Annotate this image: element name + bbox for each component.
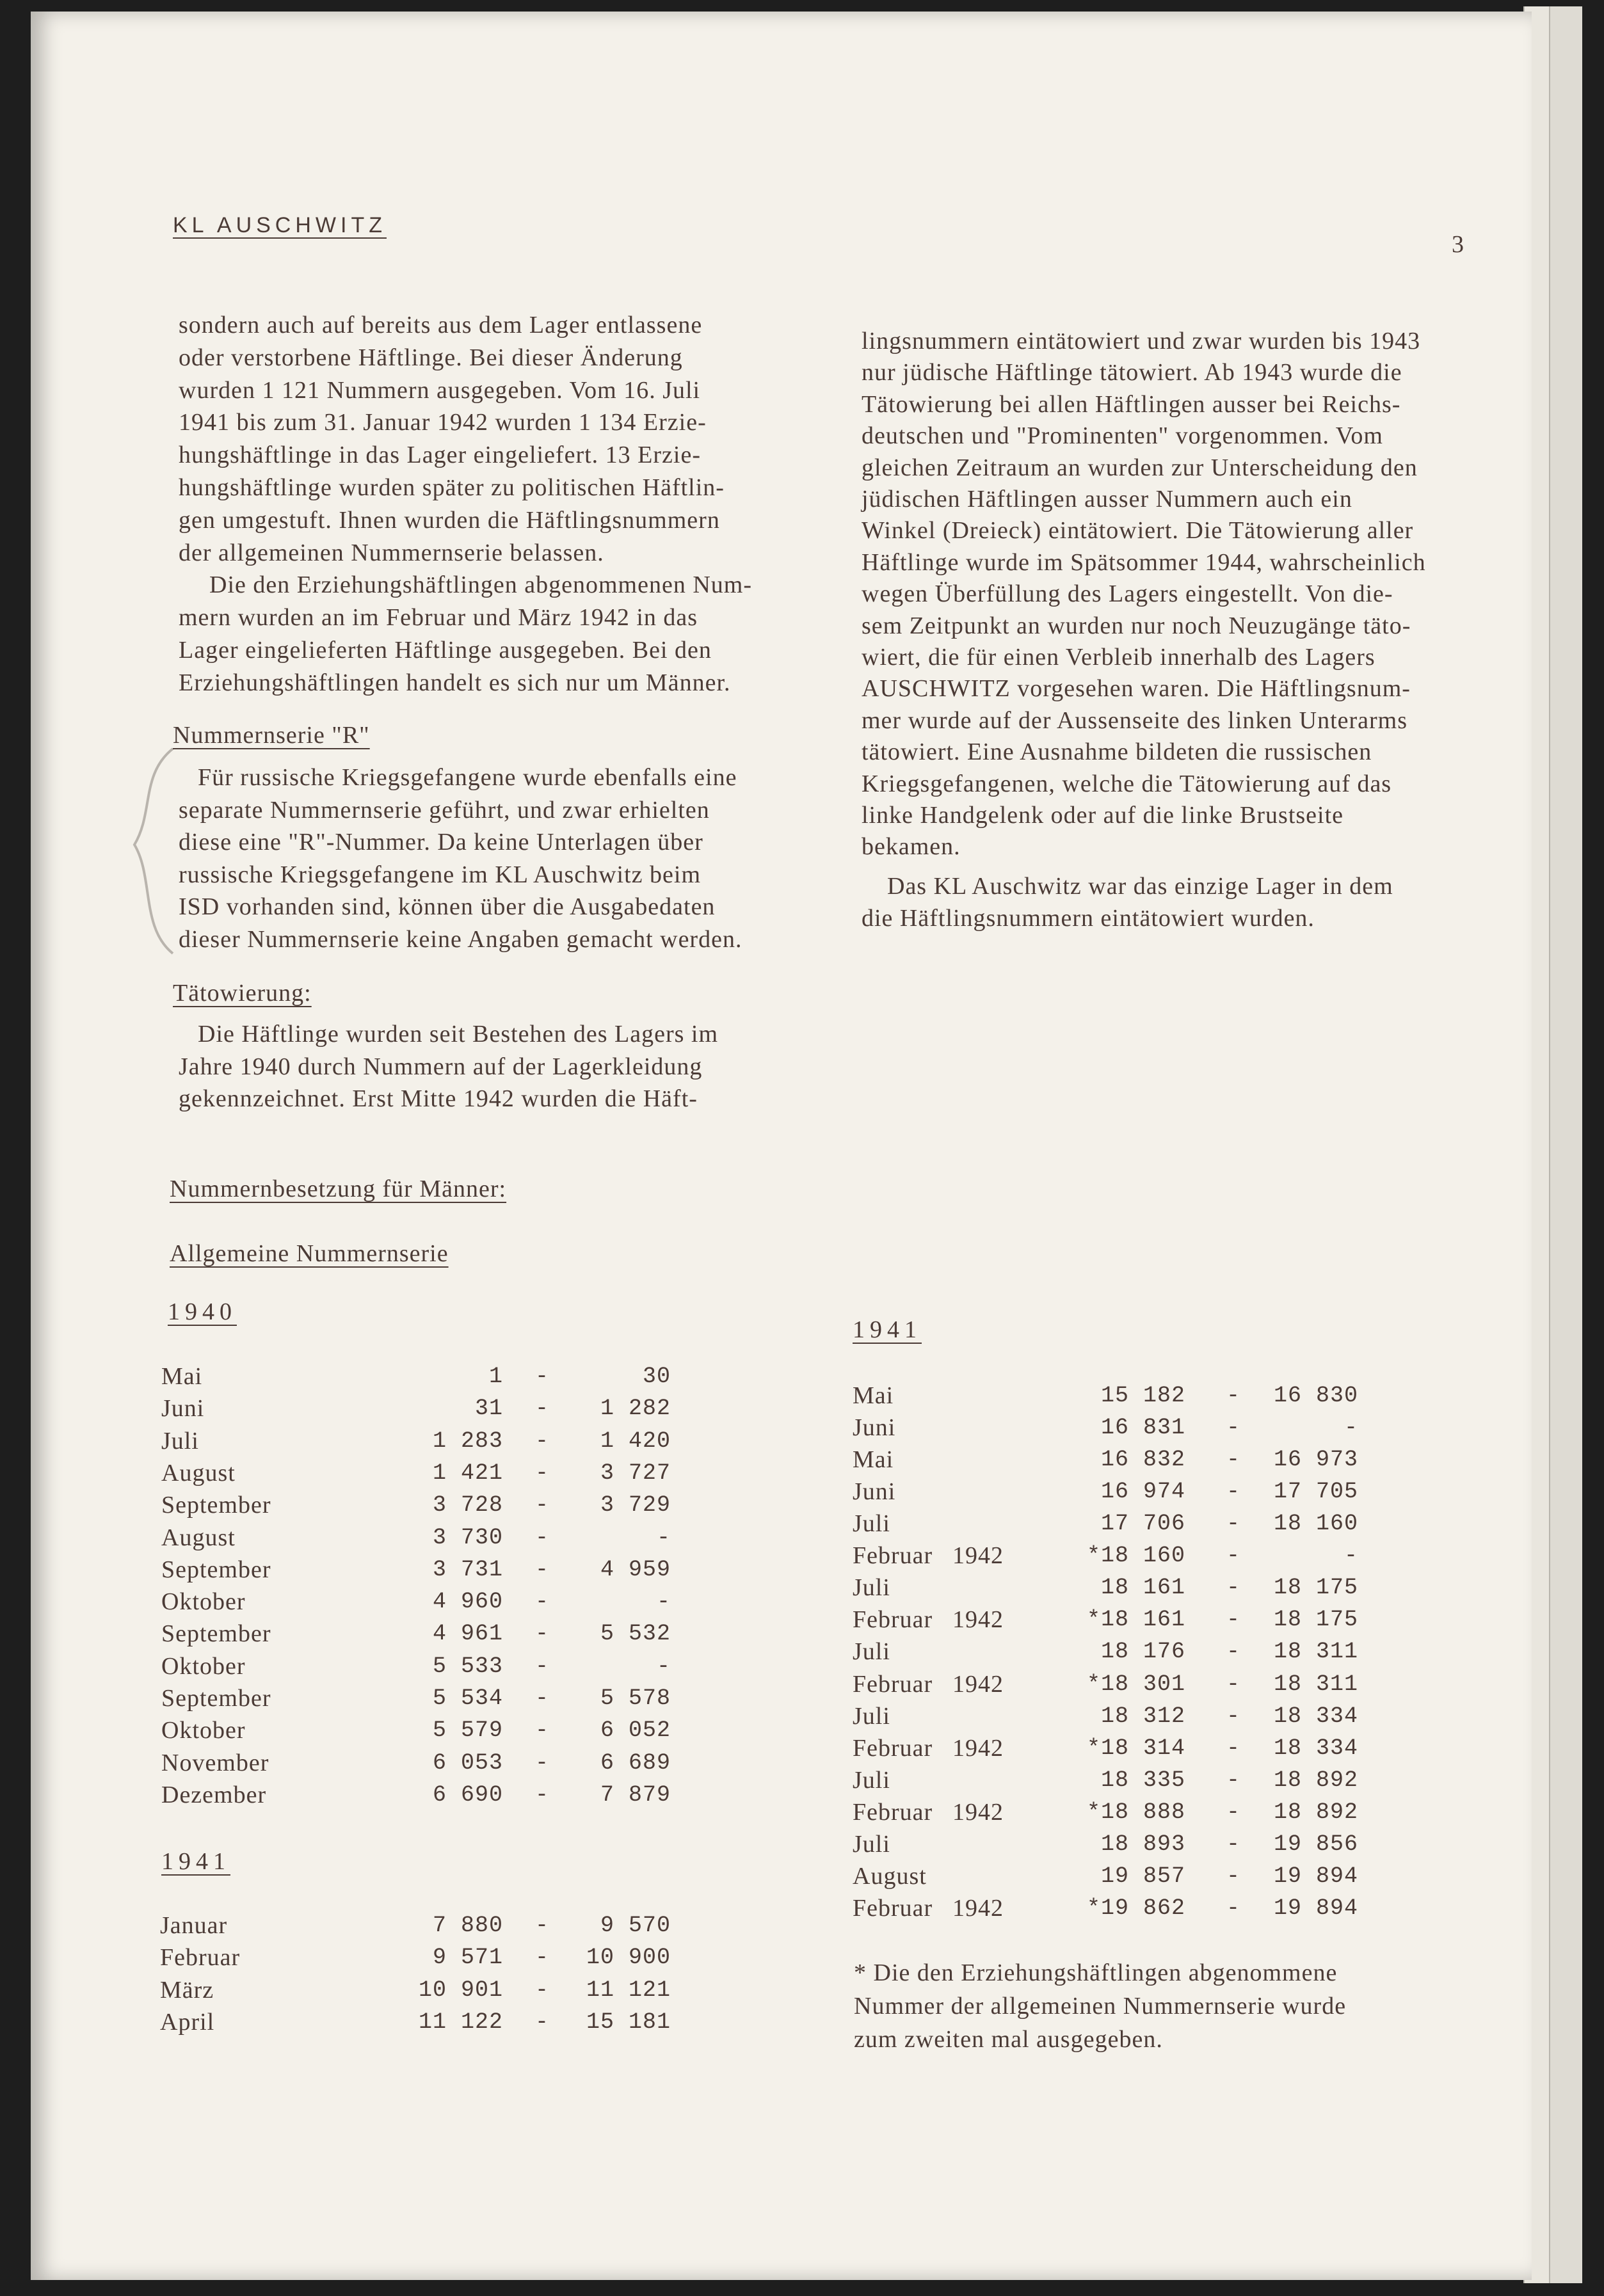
table-dash: -	[534, 1686, 549, 1711]
table-to: 9 570	[600, 1913, 671, 1938]
text-line: gleichen Zeitraum an wurden zur Unterscheidung den	[862, 454, 1418, 481]
text-line: der allgemeinen Nummernserie belassen.	[179, 539, 604, 566]
table-to: 30	[642, 1364, 671, 1389]
table-month: Januar	[160, 1912, 228, 1939]
table-dash: -	[1226, 1703, 1240, 1729]
table-from: *18 314	[1086, 1735, 1185, 1761]
text-line: Winkel (Dreieck) eintätowiert. Die Tätowierung aller	[862, 517, 1414, 545]
text-line: ISD vorhanden sind, können über die Ausgabedaten	[179, 893, 716, 921]
table-from: *18 301	[1086, 1671, 1185, 1697]
table-from: 6 053	[432, 1750, 503, 1776]
table-to: 6 052	[600, 1718, 671, 1744]
text-line: Die den Erziehungshäftlingen abgenommenen Num-	[209, 571, 752, 599]
table-year: 1942	[952, 1670, 1004, 1698]
table-month: November	[161, 1749, 269, 1776]
table-dash: -	[1226, 1575, 1240, 1601]
table-year: 1942	[952, 1734, 1004, 1762]
table-month: Februar	[853, 1894, 933, 1922]
table-dash: -	[534, 2009, 549, 2035]
table-to: -	[1343, 1415, 1358, 1441]
text-line: gekennzeichnet. Erst Mitte 1942 wurden die Häft-	[179, 1085, 698, 1113]
table-dash: -	[534, 1396, 549, 1422]
table-from: 31	[474, 1396, 503, 1422]
table-from: 18 161	[1100, 1575, 1185, 1601]
table-from: 5 579	[432, 1718, 503, 1744]
section-heading-men: Nummernbesetzung für Männer:	[170, 1176, 507, 1202]
page-number: 3	[1452, 231, 1464, 258]
table-dash: -	[1226, 1671, 1240, 1697]
text-line: linke Handgelenk oder auf die linke Brustseite	[862, 802, 1344, 829]
table-month: September	[161, 1556, 271, 1583]
table-from: 10 901	[418, 1977, 503, 2003]
table-month: Februar	[853, 1670, 933, 1698]
table-from: 16 974	[1100, 1479, 1185, 1505]
table-from: 1 283	[432, 1428, 503, 1454]
table-dash: -	[534, 1364, 549, 1389]
table-to: 7 879	[600, 1782, 671, 1808]
year-heading: 1940	[168, 1298, 237, 1325]
table-year: 1942	[952, 1542, 1004, 1570]
table-dash: -	[534, 1428, 549, 1454]
table-to: -	[656, 1524, 671, 1551]
table-from: *18 161	[1086, 1607, 1185, 1633]
text-line: jüdischen Häftlingen ausser Nummern auch ein	[862, 486, 1352, 513]
table-month: Oktober	[161, 1717, 246, 1744]
table-from: 1 421	[432, 1460, 503, 1486]
table-dash: -	[1226, 1735, 1240, 1761]
table-from: 6 690	[432, 1782, 503, 1808]
table-to: 18 160	[1273, 1511, 1358, 1537]
table-from: 5 534	[432, 1686, 503, 1711]
table-dash: -	[1226, 1895, 1240, 1921]
text-line: Nummer der allgemeinen Nummernserie wurde	[854, 1993, 1347, 2020]
table-from: 16 831	[1100, 1415, 1185, 1441]
table-dash: -	[534, 1782, 549, 1808]
text-line: wurden 1 121 Nummern ausgegeben. Vom 16. Juli	[179, 376, 701, 404]
table-dash: -	[1226, 1831, 1240, 1857]
table-dash: -	[1226, 1543, 1240, 1569]
table-dash: -	[534, 1460, 549, 1486]
table-from: 1	[488, 1364, 503, 1389]
table-month: September	[161, 1620, 271, 1648]
table-month: März	[160, 1976, 214, 2004]
text-line: lingsnummern eintätowiert und zwar wurden bis 1943	[862, 328, 1421, 355]
table-dash: -	[534, 1492, 549, 1519]
table-dash: -	[1226, 1863, 1240, 1889]
table-month: April	[160, 2008, 215, 2036]
text-line: deutschen und "Prominenten" vorgenommen. Vom	[862, 422, 1383, 450]
table-month: Juni	[853, 1478, 896, 1506]
table-from: 18 176	[1100, 1639, 1185, 1665]
table-to: 16 973	[1273, 1447, 1358, 1473]
table-dash: -	[534, 1653, 549, 1679]
table-month: Juli	[161, 1427, 199, 1455]
table-month: Juli	[853, 1702, 890, 1730]
table-month: Juli	[853, 1830, 890, 1858]
table-from: 3 731	[432, 1556, 503, 1582]
table-to: 15 181	[586, 2009, 671, 2035]
text-line: Jahre 1940 durch Nummern auf der Lagerkleidung	[179, 1053, 703, 1080]
table-year: 1942	[952, 1798, 1004, 1826]
table-month: Juli	[853, 1638, 890, 1666]
text-line: mern wurden an im Februar und März 1942 in das	[179, 604, 698, 632]
year-heading: 1941	[853, 1316, 922, 1343]
text-line: tätowiert. Eine Ausnahme bildeten die russischen	[862, 738, 1372, 766]
table-dash: -	[1226, 1511, 1240, 1537]
table-to: 19 894	[1273, 1895, 1358, 1921]
table-to: 1 282	[600, 1396, 671, 1422]
text-line: die Häftlingsnummern eintätowiert wurden.	[862, 905, 1315, 932]
page-stack-edge	[1549, 6, 1582, 2283]
table-to: 17 705	[1273, 1479, 1358, 1505]
table-month: Februar	[853, 1734, 933, 1762]
table-from: 5 533	[432, 1653, 503, 1679]
text-line: AUSCHWITZ vorgesehen waren. Die Häftlingsnum-	[862, 675, 1411, 703]
table-dash: -	[1226, 1447, 1240, 1473]
text-line: Tätowierung bei allen Häftlingen ausser bei Reichs-	[862, 390, 1401, 418]
table-to: 19 856	[1273, 1831, 1358, 1857]
table-from: 18 312	[1100, 1703, 1185, 1729]
text-line: 1941 bis zum 31. Januar 1942 wurden 1 134 Erzie-	[179, 409, 707, 436]
text-line: gen umgestuft. Ihnen wurden die Häftlingsnummern	[179, 506, 720, 534]
table-to: 5 578	[600, 1686, 671, 1711]
table-from: 15 182	[1100, 1383, 1185, 1408]
table-from: 7 880	[432, 1913, 503, 1938]
text-line: wegen Überfüllung des Lagers eingestellt. Von die-	[862, 580, 1393, 608]
table-to: 18 311	[1273, 1671, 1358, 1697]
table-month: September	[161, 1492, 271, 1519]
table-to: 18 311	[1273, 1639, 1358, 1665]
table-to: 5 532	[600, 1621, 671, 1647]
text-line: nur jüdische Häftlinge tätowiert. Ab 1943 wurde die	[862, 359, 1402, 387]
table-dash: -	[534, 1977, 549, 2003]
table-month: August	[853, 1862, 927, 1890]
table-month: Oktober	[161, 1588, 246, 1616]
text-line: oder verstorbene Häftlinge. Bei dieser Änderung	[179, 344, 683, 371]
table-to: 11 121	[586, 1977, 671, 2003]
table-to: 18 892	[1273, 1767, 1358, 1793]
section-heading-tattoo: Tätowierung:	[173, 980, 312, 1007]
table-month: Februar	[160, 1944, 241, 1972]
text-line: Für russische Kriegsgefangene wurde ebenfalls eine	[198, 764, 737, 791]
table-to: 3 729	[600, 1492, 671, 1519]
header-title: KL AUSCHWITZ	[173, 213, 387, 237]
text-line: sondern auch auf bereits aus dem Lager entlassene	[179, 312, 703, 339]
table-month: Oktober	[161, 1652, 246, 1680]
table-month: Juni	[853, 1414, 896, 1442]
table-from: 4 960	[432, 1589, 503, 1615]
table-month: Mai	[161, 1363, 203, 1390]
table-year: 1942	[952, 1894, 1004, 1922]
table-dash: -	[534, 1718, 549, 1744]
table-month: Februar	[853, 1542, 933, 1570]
text-line: zum zweiten mal ausgegeben.	[854, 2026, 1163, 2053]
table-dash: -	[1226, 1479, 1240, 1505]
table-to: 10 900	[586, 1945, 671, 1971]
text-line: separate Nummernserie geführt, und zwar erhielten	[179, 796, 710, 824]
table-from: 18 335	[1100, 1767, 1185, 1793]
table-dash: -	[534, 1524, 549, 1551]
table-dash: -	[534, 1750, 549, 1776]
table-to: 16 830	[1273, 1383, 1358, 1408]
table-from: 4 961	[432, 1621, 503, 1647]
table-to: 18 334	[1273, 1703, 1358, 1729]
text-line: Erziehungshäftlingen handelt es sich nur um Männer.	[179, 669, 731, 696]
table-year: 1942	[952, 1606, 1004, 1634]
text-line: Lager eingelieferten Häftlinge ausgegeben. Bei den	[179, 637, 712, 664]
text-line: sem Zeitpunkt an wurden nur noch Neuzugänge täto-	[862, 612, 1411, 639]
text-line: hungshäftlinge wurden später zu politischen Häftlin-	[179, 474, 725, 501]
table-to: 18 892	[1273, 1799, 1358, 1825]
text-line: russische Kriegsgefangene im KL Auschwitz beim	[179, 861, 702, 888]
table-month: Mai	[853, 1382, 894, 1409]
table-from: *19 862	[1086, 1895, 1185, 1921]
table-dash: -	[1226, 1767, 1240, 1793]
table-from: 3 730	[432, 1524, 503, 1551]
table-from: *18 160	[1086, 1543, 1185, 1569]
table-dash: -	[1226, 1607, 1240, 1633]
text-line: wiert, die für einen Verbleib innerhalb des Lagers	[862, 644, 1375, 671]
text-line: diese eine "R"-Nummer. Da keine Unterlagen über	[179, 829, 703, 856]
section-heading-general: Allgemeine Nummernserie	[170, 1240, 449, 1267]
table-month: Februar	[853, 1606, 933, 1634]
table-month: August	[161, 1459, 236, 1487]
table-month: Juli	[853, 1574, 890, 1602]
table-to: 3 727	[600, 1460, 671, 1486]
year-heading: 1941	[161, 1848, 230, 1875]
text-line: Häftlinge wurde im Spätsommer 1944, wahrscheinlich	[862, 548, 1426, 576]
table-dash: -	[534, 1556, 549, 1582]
text-line: Kriegsgefangenen, welche die Tätowierung auf das	[862, 770, 1392, 797]
table-to: 1 420	[600, 1428, 671, 1454]
table-month: Juli	[853, 1510, 890, 1538]
table-dash: -	[1226, 1383, 1240, 1408]
section-heading-r: Nummernserie "R"	[173, 722, 370, 749]
table-month: Februar	[853, 1798, 933, 1826]
table-to: 4 959	[600, 1556, 671, 1582]
table-dash: -	[1226, 1639, 1240, 1665]
table-month: Juli	[853, 1766, 890, 1794]
table-from: 18 893	[1100, 1831, 1185, 1857]
table-to: 6 689	[600, 1750, 671, 1776]
table-dash: -	[534, 1589, 549, 1615]
text-line: mer wurde auf der Aussenseite des linken Unterarms	[862, 706, 1408, 734]
table-from: 16 832	[1100, 1447, 1185, 1473]
table-to: -	[1343, 1543, 1358, 1569]
table-dash: -	[534, 1945, 549, 1971]
table-dash: -	[534, 1913, 549, 1938]
text-line: Die Häftlinge wurden seit Bestehen des Lagers im	[198, 1021, 719, 1048]
table-to: 19 894	[1273, 1863, 1358, 1889]
table-from: *18 888	[1086, 1799, 1185, 1825]
table-from: 3 728	[432, 1492, 503, 1519]
table-dash: -	[1226, 1415, 1240, 1441]
table-month: September	[161, 1685, 271, 1712]
table-to: -	[656, 1589, 671, 1615]
text-line: dieser Nummernserie keine Angaben gemacht werden.	[179, 926, 742, 953]
table-to: -	[656, 1653, 671, 1679]
table-from: 17 706	[1100, 1511, 1185, 1537]
table-to: 18 175	[1273, 1575, 1358, 1601]
text-line: hungshäftlinge in das Lager eingeliefert. 13 Erzie-	[179, 442, 701, 469]
table-month: Mai	[853, 1446, 894, 1474]
table-month: August	[161, 1524, 236, 1551]
table-dash: -	[1226, 1799, 1240, 1825]
text-line: * Die den Erziehungshäftlingen abgenommene	[854, 1959, 1338, 1986]
table-from: 19 857	[1100, 1863, 1185, 1889]
table-from: 11 122	[418, 2009, 503, 2035]
table-month: Dezember	[161, 1781, 267, 1808]
text-line: Das KL Auschwitz war das einzige Lager in dem	[887, 873, 1393, 900]
table-from: 9 571	[432, 1945, 503, 1971]
table-to: 18 175	[1273, 1607, 1358, 1633]
table-to: 18 334	[1273, 1735, 1358, 1761]
text-line: bekamen.	[862, 833, 961, 861]
table-month: Juni	[161, 1395, 205, 1423]
table-dash: -	[534, 1621, 549, 1647]
